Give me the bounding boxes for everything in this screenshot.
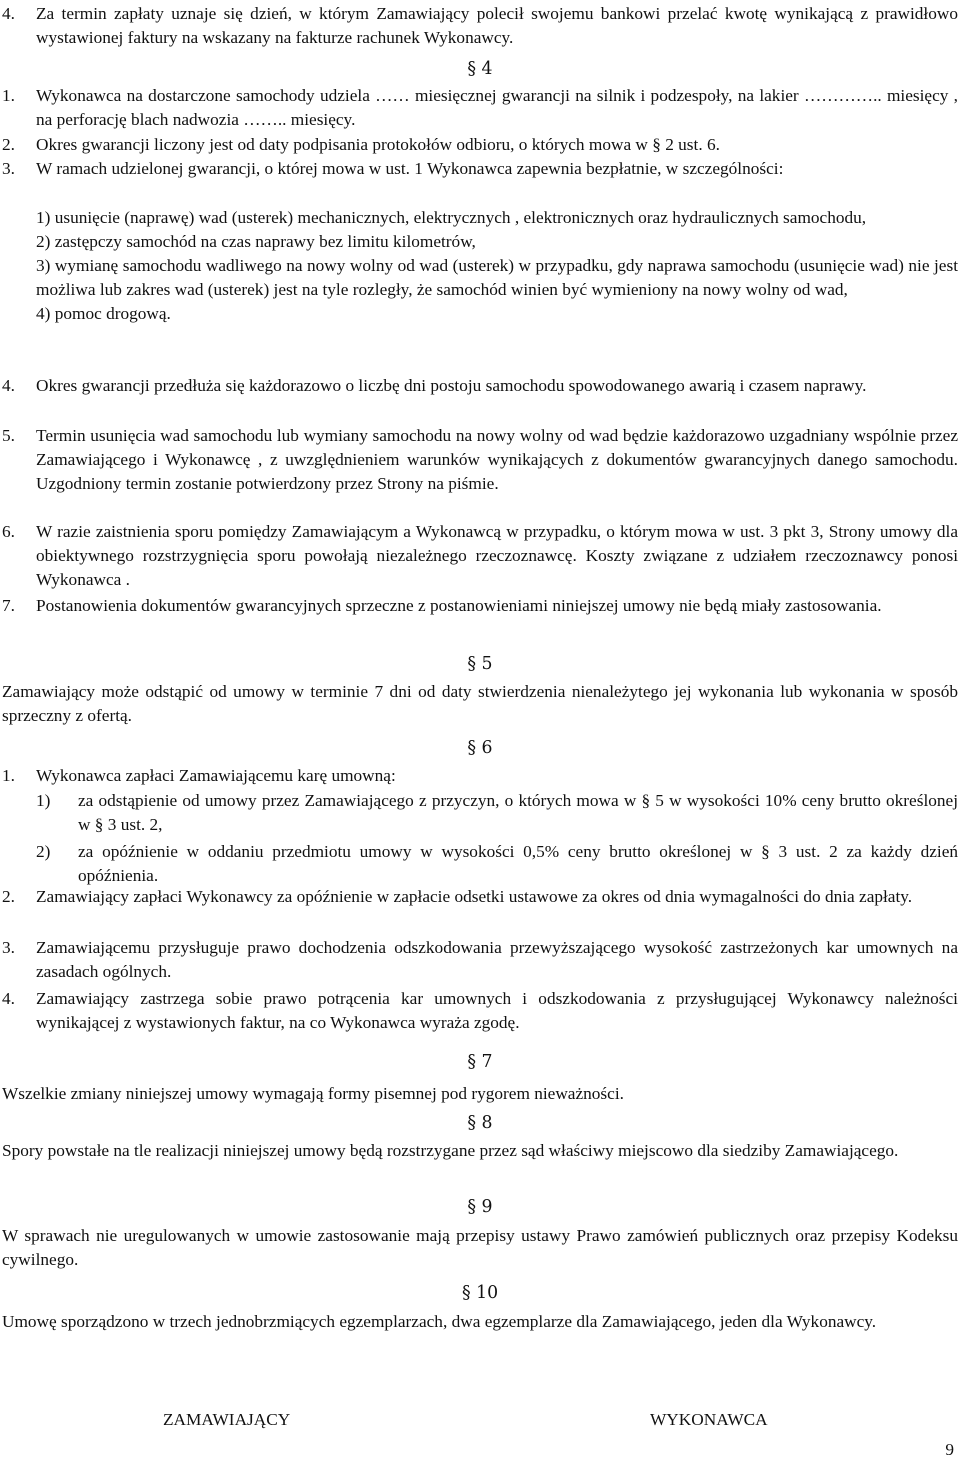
signature-zamawiajacy: ZAMAWIAJĄCY: [163, 1410, 291, 1429]
item-text: Okres gwarancji przedłuża się każdorazowo o liczbę dni postoju samochodu spowodowanego awarią i czasem naprawy.: [36, 376, 867, 395]
sublist-item: [36, 789, 958, 837]
section-10-text: Umowę sporządzono w trzech jednobrzmiących egzemplarzach, dwa egzemplarze dla Zamawiającego, jeden dla Wykonawcy.: [2, 1312, 877, 1331]
item-number: 4.: [2, 376, 15, 395]
item-text: Okres gwarancji liczony jest od daty podpisania protokołów odbioru, o których mowa w § 2 ust. 6.: [36, 135, 720, 154]
signature-wykonawca: WYKONAWCA: [650, 1410, 768, 1429]
item-number: 6.: [2, 522, 15, 541]
s6-sublist: [2, 789, 958, 888]
item-text: Zamawiającemu przysługuje prawo dochodzenia odszkodowania przewyższającego wysokość zastrzeżonych kar umownych na zasadach ogólnych.: [36, 938, 958, 981]
s4-item-2: [2, 133, 958, 157]
section-4-heading: § 4: [467, 59, 493, 79]
sublist-wrap: [36, 789, 958, 888]
item-number: 1.: [2, 766, 15, 785]
s6-item-2: [2, 885, 958, 909]
s4-item-7: [2, 594, 958, 618]
item-text: Za termin zapłaty uznaje się dzień, w którym Zamawiający polecił swojemu bankowi przelać kwotę wynikającą z prawidłowo wystawionej faktury na wskazany na fakturze rachunek Wykonawcy.: [36, 4, 958, 47]
sublist-item: 2) zastępczy samochód na czas naprawy bez limitu kilometrów,: [36, 232, 476, 251]
sublist-number: 1): [36, 791, 51, 810]
page-number: 9: [945, 1440, 954, 1459]
section-7-heading: § 7: [467, 1052, 493, 1072]
sublist-item: 3) wymianę samochodu wadliwego na nowy wolny od wad (usterek) w przypadku, gdy naprawa samochodu (usunięcie wad) nie jest możliwa lub zakres wad (usterek) jest na tyle rozległy, że samochód winien być wymieniony na nowy wolny od wad,: [36, 256, 958, 299]
item-text: Wykonawca na dostarczone samochody udziela …… miesięcznej gwarancji na silnik i podzespoły, na lakier ………….. miesięcy , na perforację blach nadwozia …….. miesięcy.: [36, 86, 958, 129]
item-text: W razie zaistnienia sporu pomiędzy Zamawiającym a Wykonawcą w przypadku, o którym mowa w ust. 3 pkt 3, Strony umowy dla obiektywnego rozstrzygnięcia sporu powołają niezależnego rzeczoznawcę. Koszty związane z udziałem rzeczoznawcy ponosi Wykonawca .: [36, 522, 958, 589]
item-number: 1.: [2, 86, 15, 105]
item-text: Postanowienia dokumentów gwarancyjnych sprzeczne z postanowieniami niniejszej umowy nie będą miały zastosowania.: [36, 596, 882, 615]
item-text: Zamawiający zapłaci Wykonawcy za opóźnienie w zapłacie odsetki ustawowe za okres od dnia wymagalności do dnia zapłaty.: [36, 887, 913, 906]
s4-item-4: [2, 374, 958, 398]
section-10-heading: § 10: [461, 1283, 499, 1303]
section-9-heading: § 9: [467, 1197, 493, 1217]
item-number: 3.: [2, 938, 15, 957]
section-7-text: Wszelkie zmiany niniejszej umowy wymagają formy pisemnej pod rygorem nieważności.: [2, 1084, 624, 1103]
section-8-heading: § 8: [467, 1113, 493, 1133]
item-text: Termin usunięcia wad samochodu lub wymiany samochodu na nowy wolny od wad będzie każdorazowo uzgadniany wspólnie przez Zamawiającego i Wykonawcę , z uwzględnieniem warunków wynikających z dokumentów gwarancyjnych danego samochodu. Uzgodniony termin zostanie potwierdzony przez Strony na piśmie.: [36, 426, 958, 493]
sublist-text: za opóźnienie w oddaniu przedmiotu umowy w wysokości 0,5% ceny brutto określonej w § 3 ust. 2 za każdy dzień opóźnienia.: [78, 842, 958, 885]
sublist-item: [36, 840, 958, 888]
s4-item-6: [2, 520, 958, 592]
item-text: Wykonawca zapłaci Zamawiającemu karę umowną:: [36, 766, 396, 785]
s4-item-1: [2, 84, 958, 132]
item-number: 4.: [2, 989, 15, 1008]
sublist-text: za odstąpienie od umowy przez Zamawiającego z przyczyn, o których mowa w § 5 w wysokości 10% ceny brutto określonej w § 3 ust. 2,: [78, 791, 958, 834]
item-number: 4.: [2, 4, 15, 23]
section-8-text: Spory powstałe na tle realizacji niniejszej umowy będą rozstrzygane przez sąd właściwy miejscowo dla siedziby Zamawiającego.: [2, 1141, 899, 1160]
s4-item-5: [2, 424, 958, 496]
item-text: Zamawiający zastrzega sobie prawo potrącenia kar umownych i odszkodowania z przysługującej Wykonawcy należności wynikającej z wystawionych faktur, na co Wykonawca wyraża zgodę.: [36, 989, 958, 1032]
s6-item-4: [2, 987, 958, 1035]
item-number: 2.: [2, 887, 15, 906]
item-number: 2.: [2, 135, 15, 154]
intro-item: [2, 2, 958, 50]
section-6-heading: § 6: [467, 738, 493, 758]
section-5-heading: § 5: [467, 654, 493, 674]
s4-item-3: [2, 157, 958, 181]
item-number: 5.: [2, 426, 15, 445]
item-number: 3.: [2, 159, 15, 178]
item-text: W ramach udzielonej gwarancji, o której mowa w ust. 1 Wykonawca zapewnia bezpłatnie, w szczególności:: [36, 159, 784, 178]
sublist-item: 4) pomoc drogową.: [36, 304, 171, 323]
sublist-number: 2): [36, 842, 51, 861]
section-5-text: Zamawiający może odstąpić od umowy w terminie 7 dni od daty stwierdzenia nienależytego jej wykonania lub wykonania w sposób sprzeczny z ofertą.: [2, 682, 958, 725]
section-9-text: W sprawach nie uregulowanych w umowie zastosowanie mają przepisy ustawy Prawo zamówień publicznych oraz przepisy Kodeksu cywilnego.: [2, 1226, 958, 1269]
s6-item-3: [2, 936, 958, 984]
item-number: 7.: [2, 596, 15, 615]
s6-item-1: [2, 764, 958, 788]
s4-sublist: [2, 206, 958, 326]
sublist-item: 1) usunięcie (naprawę) wad (usterek) mechanicznych, elektrycznych , elektronicznych oraz hydraulicznych samochodu,: [36, 208, 867, 227]
